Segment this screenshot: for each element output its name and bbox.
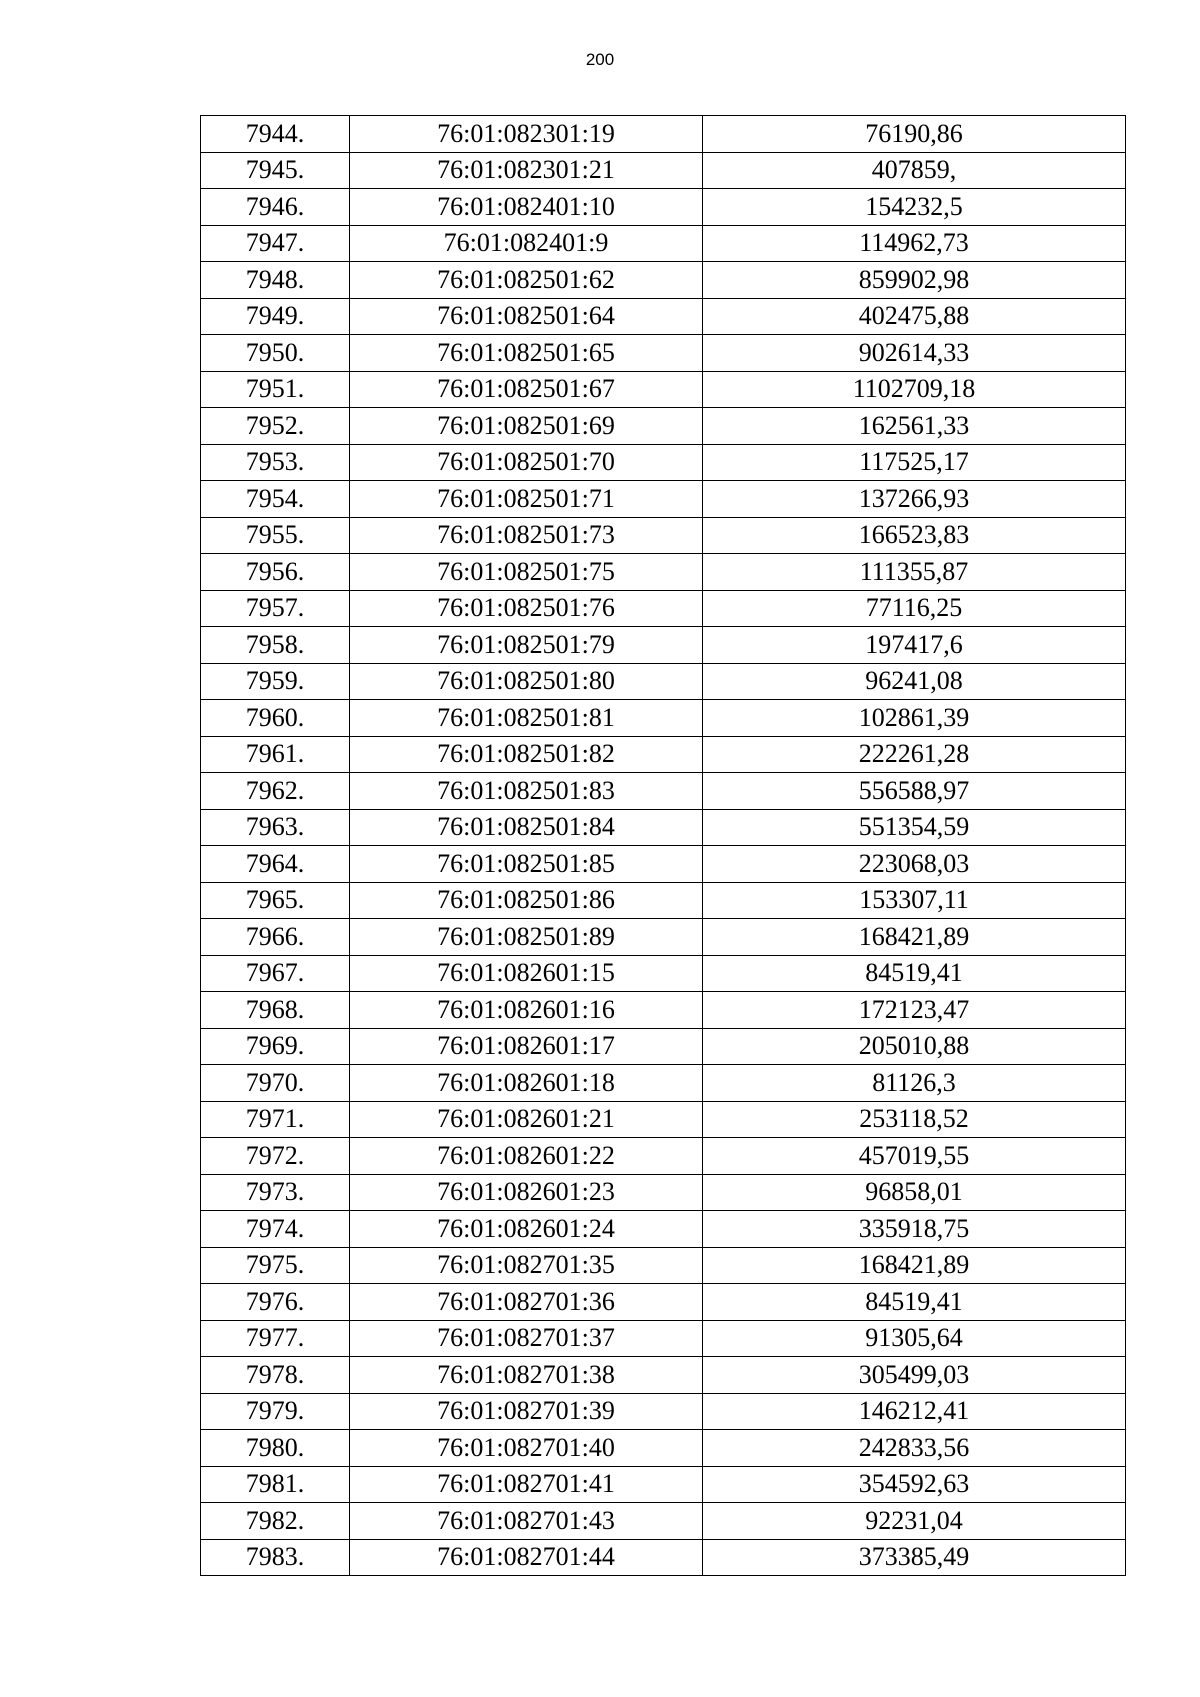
row-number-cell: 7976. xyxy=(201,1284,350,1321)
row-number-cell: 7968. xyxy=(201,992,350,1029)
row-number-cell: 7949. xyxy=(201,298,350,335)
cadastral-number-cell: 76:01:082601:21 xyxy=(350,1101,703,1138)
row-number-cell: 7957. xyxy=(201,590,350,627)
cadastral-number-cell: 76:01:082601:18 xyxy=(350,1065,703,1102)
cadastral-number-cell: 76:01:082501:62 xyxy=(350,262,703,299)
value-cell: 114962,73 xyxy=(703,225,1126,262)
row-number-cell: 7969. xyxy=(201,1028,350,1065)
value-cell: 197417,6 xyxy=(703,627,1126,664)
cadastral-number-cell: 76:01:082501:82 xyxy=(350,736,703,773)
row-number-cell: 7962. xyxy=(201,773,350,810)
row-number-cell: 7965. xyxy=(201,882,350,919)
table-row xyxy=(201,809,1126,846)
table-row xyxy=(201,371,1126,408)
cadastral-number-cell: 76:01:082501:70 xyxy=(350,444,703,481)
value-cell: 153307,11 xyxy=(703,882,1126,919)
row-number-cell: 7964. xyxy=(201,846,350,883)
value-cell: 77116,25 xyxy=(703,590,1126,627)
cadastral-number-cell: 76:01:082501:69 xyxy=(350,408,703,445)
table-row xyxy=(201,1320,1126,1357)
table-row xyxy=(201,298,1126,335)
row-number-cell: 7948. xyxy=(201,262,350,299)
row-number-cell: 7959. xyxy=(201,663,350,700)
row-number-cell: 7954. xyxy=(201,481,350,518)
table-row xyxy=(201,955,1126,992)
value-cell: 92231,04 xyxy=(703,1503,1126,1540)
value-cell: 222261,28 xyxy=(703,736,1126,773)
table-row xyxy=(201,846,1126,883)
table-row xyxy=(201,1393,1126,1430)
table-row xyxy=(201,1138,1126,1175)
cadastral-number-cell: 76:01:082701:39 xyxy=(350,1393,703,1430)
cadastral-number-cell: 76:01:082501:64 xyxy=(350,298,703,335)
cadastral-number-cell: 76:01:082401:10 xyxy=(350,189,703,226)
cadastral-number-cell: 76:01:082501:71 xyxy=(350,481,703,518)
value-cell: 111355,87 xyxy=(703,554,1126,591)
value-cell: 102861,39 xyxy=(703,700,1126,737)
table-row xyxy=(201,335,1126,372)
cadastral-number-cell: 76:01:082401:9 xyxy=(350,225,703,262)
cadastral-number-cell: 76:01:082601:15 xyxy=(350,955,703,992)
value-cell: 166523,83 xyxy=(703,517,1126,554)
table-row xyxy=(201,1247,1126,1284)
table-row xyxy=(201,992,1126,1029)
row-number-cell: 7977. xyxy=(201,1320,350,1357)
cadastral-number-cell: 76:01:082501:76 xyxy=(350,590,703,627)
table-row xyxy=(201,1174,1126,1211)
value-cell: 117525,17 xyxy=(703,444,1126,481)
cadastral-number-cell: 76:01:082701:36 xyxy=(350,1284,703,1321)
cadastral-number-cell: 76:01:082501:80 xyxy=(350,663,703,700)
cadastral-number-cell: 76:01:082501:83 xyxy=(350,773,703,810)
value-cell: 91305,64 xyxy=(703,1320,1126,1357)
table-row xyxy=(201,919,1126,956)
cadastral-number-cell: 76:01:082701:38 xyxy=(350,1357,703,1394)
cadastral-number-cell: 76:01:082501:79 xyxy=(350,627,703,664)
row-number-cell: 7971. xyxy=(201,1101,350,1138)
row-number-cell: 7945. xyxy=(201,152,350,189)
table-row xyxy=(201,882,1126,919)
table-row xyxy=(201,225,1126,262)
row-number-cell: 7953. xyxy=(201,444,350,481)
value-cell: 253118,52 xyxy=(703,1101,1126,1138)
value-cell: 81126,3 xyxy=(703,1065,1126,1102)
table-row xyxy=(201,663,1126,700)
value-cell: 96241,08 xyxy=(703,663,1126,700)
value-cell: 96858,01 xyxy=(703,1174,1126,1211)
cadastral-number-cell: 76:01:082601:17 xyxy=(350,1028,703,1065)
row-number-cell: 7978. xyxy=(201,1357,350,1394)
row-number-cell: 7960. xyxy=(201,700,350,737)
table-row xyxy=(201,1503,1126,1540)
value-cell: 1102709,18 xyxy=(703,371,1126,408)
row-number-cell: 7975. xyxy=(201,1247,350,1284)
row-number-cell: 7963. xyxy=(201,809,350,846)
cadastral-number-cell: 76:01:082601:16 xyxy=(350,992,703,1029)
row-number-cell: 7967. xyxy=(201,955,350,992)
value-cell: 859902,98 xyxy=(703,262,1126,299)
row-number-cell: 7947. xyxy=(201,225,350,262)
row-number-cell: 7980. xyxy=(201,1430,350,1467)
value-cell: 84519,41 xyxy=(703,1284,1126,1321)
table-row xyxy=(201,189,1126,226)
value-cell: 137266,93 xyxy=(703,481,1126,518)
cadastral-number-cell: 76:01:082501:67 xyxy=(350,371,703,408)
cadastral-number-cell: 76:01:082701:37 xyxy=(350,1320,703,1357)
table-row xyxy=(201,1539,1126,1576)
row-number-cell: 7958. xyxy=(201,627,350,664)
value-cell: 335918,75 xyxy=(703,1211,1126,1248)
cadastral-number-cell: 76:01:082501:81 xyxy=(350,700,703,737)
row-number-cell: 7970. xyxy=(201,1065,350,1102)
row-number-cell: 7966. xyxy=(201,919,350,956)
table-row xyxy=(201,1466,1126,1503)
cadastral-number-cell: 76:01:082501:73 xyxy=(350,517,703,554)
cadastral-number-cell: 76:01:082601:23 xyxy=(350,1174,703,1211)
table-row xyxy=(201,481,1126,518)
value-cell: 354592,63 xyxy=(703,1466,1126,1503)
value-cell: 551354,59 xyxy=(703,809,1126,846)
cadastral-number-cell: 76:01:082601:22 xyxy=(350,1138,703,1175)
table-row xyxy=(201,152,1126,189)
value-cell: 76190,86 xyxy=(703,116,1126,153)
table-row xyxy=(201,627,1126,664)
row-number-cell: 7952. xyxy=(201,408,350,445)
value-cell: 154232,5 xyxy=(703,189,1126,226)
cadastral-number-cell: 76:01:082701:41 xyxy=(350,1466,703,1503)
value-cell: 205010,88 xyxy=(703,1028,1126,1065)
value-cell: 172123,47 xyxy=(703,992,1126,1029)
table-row xyxy=(201,1065,1126,1102)
table-row xyxy=(201,444,1126,481)
table-row xyxy=(201,590,1126,627)
table-row xyxy=(201,700,1126,737)
value-cell: 902614,33 xyxy=(703,335,1126,372)
value-cell: 84519,41 xyxy=(703,955,1126,992)
value-cell: 168421,89 xyxy=(703,919,1126,956)
cadastral-number-cell: 76:01:082701:35 xyxy=(350,1247,703,1284)
table-row xyxy=(201,773,1126,810)
table-row xyxy=(201,1028,1126,1065)
row-number-cell: 7972. xyxy=(201,1138,350,1175)
table-row xyxy=(201,1357,1126,1394)
row-number-cell: 7961. xyxy=(201,736,350,773)
row-number-cell: 7974. xyxy=(201,1211,350,1248)
value-cell: 305499,03 xyxy=(703,1357,1126,1394)
row-number-cell: 7950. xyxy=(201,335,350,372)
row-number-cell: 7981. xyxy=(201,1466,350,1503)
page-number: 200 xyxy=(585,50,615,69)
row-number-cell: 7973. xyxy=(201,1174,350,1211)
table-row xyxy=(201,1284,1126,1321)
cadastral-number-cell: 76:01:082701:43 xyxy=(350,1503,703,1540)
row-number-cell: 7944. xyxy=(201,116,350,153)
cadastral-number-cell: 76:01:082701:40 xyxy=(350,1430,703,1467)
table-row xyxy=(201,1430,1126,1467)
value-cell: 162561,33 xyxy=(703,408,1126,445)
table-row xyxy=(201,1101,1126,1138)
cadastral-number-cell: 76:01:082701:44 xyxy=(350,1539,703,1576)
cadastral-number-cell: 76:01:082501:86 xyxy=(350,882,703,919)
cadastral-number-cell: 76:01:082601:24 xyxy=(350,1211,703,1248)
row-number-cell: 7983. xyxy=(201,1539,350,1576)
value-cell: 402475,88 xyxy=(703,298,1126,335)
table-row xyxy=(201,1211,1126,1248)
registry-table xyxy=(200,115,1126,1576)
value-cell: 556588,97 xyxy=(703,773,1126,810)
table-row xyxy=(201,408,1126,445)
table-row xyxy=(201,262,1126,299)
row-number-cell: 7956. xyxy=(201,554,350,591)
table-row xyxy=(201,116,1126,153)
cadastral-number-cell: 76:01:082501:84 xyxy=(350,809,703,846)
table-row xyxy=(201,517,1126,554)
row-number-cell: 7951. xyxy=(201,371,350,408)
value-cell: 168421,89 xyxy=(703,1247,1126,1284)
value-cell: 223068,03 xyxy=(703,846,1126,883)
table-row xyxy=(201,554,1126,591)
cadastral-number-cell: 76:01:082501:75 xyxy=(350,554,703,591)
table-row xyxy=(201,736,1126,773)
cadastral-number-cell: 76:01:082301:19 xyxy=(350,116,703,153)
registry-table-body xyxy=(201,116,1126,1576)
cadastral-number-cell: 76:01:082301:21 xyxy=(350,152,703,189)
row-number-cell: 7982. xyxy=(201,1503,350,1540)
value-cell: 242833,56 xyxy=(703,1430,1126,1467)
cadastral-number-cell: 76:01:082501:85 xyxy=(350,846,703,883)
row-number-cell: 7979. xyxy=(201,1393,350,1430)
row-number-cell: 7955. xyxy=(201,517,350,554)
row-number-cell: 7946. xyxy=(201,189,350,226)
value-cell: 373385,49 xyxy=(703,1539,1126,1576)
cadastral-number-cell: 76:01:082501:65 xyxy=(350,335,703,372)
value-cell: 407859, xyxy=(703,152,1126,189)
cadastral-number-cell: 76:01:082501:89 xyxy=(350,919,703,956)
value-cell: 146212,41 xyxy=(703,1393,1126,1430)
value-cell: 457019,55 xyxy=(703,1138,1126,1175)
